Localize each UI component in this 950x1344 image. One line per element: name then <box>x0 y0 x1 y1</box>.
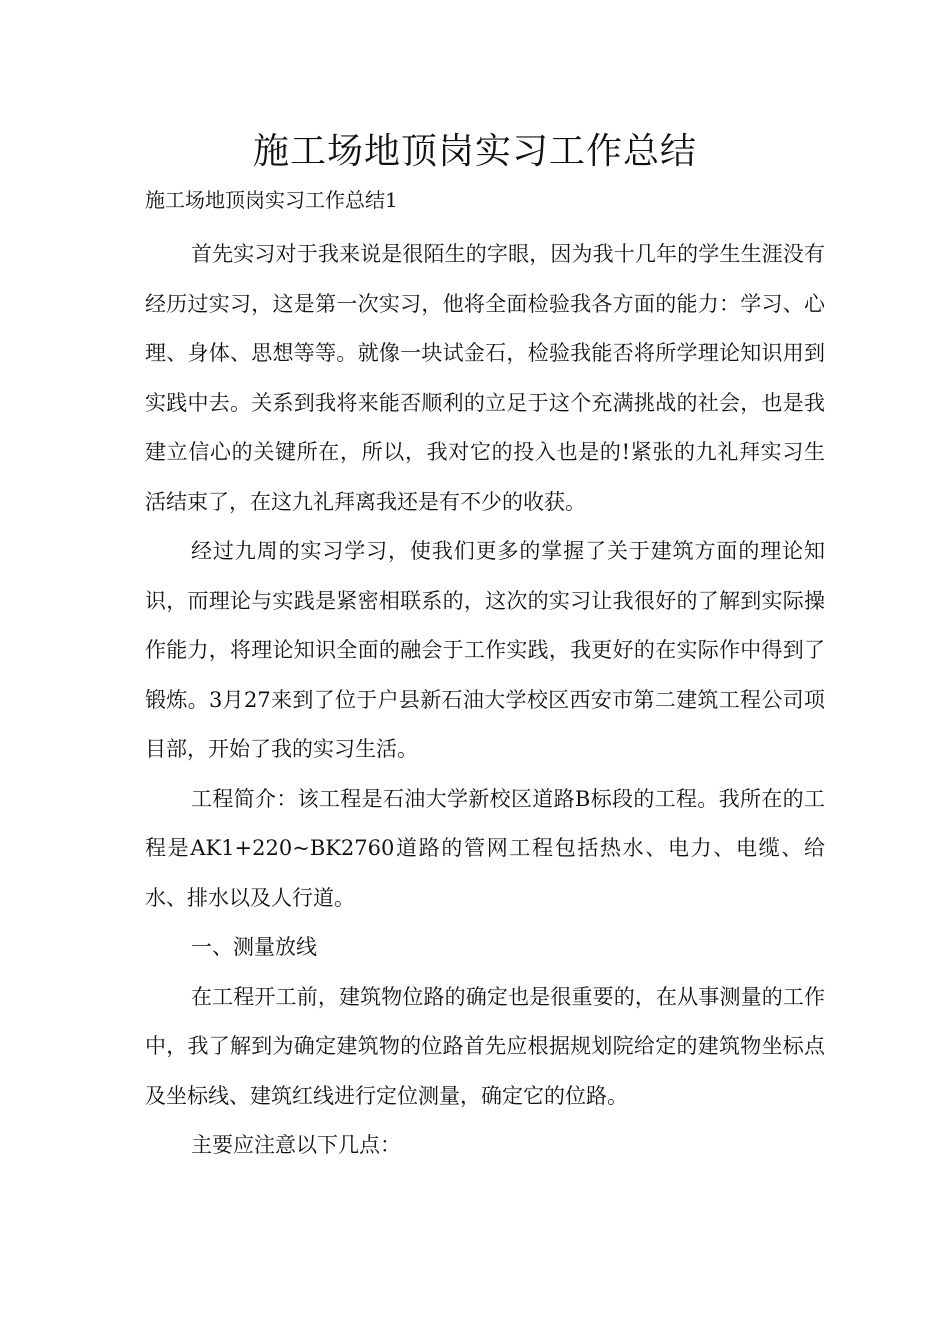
section-heading-survey: 一、测量放线 <box>191 935 317 959</box>
paragraph-survey: 在工程开工前，建筑物位路的确定也是很重要的，在从事测量的工作中，我了解到为确定建筑物的位路首先应根据规划院给定的建筑物坐标点及坐标线、建筑红线进行定位测量，确定它的位路。 <box>145 984 825 1108</box>
paragraph-learning: 经过九周的实习学习，使我们更多的掌握了关于建筑方面的理论知识，而理论与实践是紧密相联系的，这次的实习让我很好的了解到实际操作能力，将理论知识全面的融会于工作实践，我更好的在实际作中得到了锻炼。3月27来到了位于户县新石油大学校区西安市第二建筑工程公司项目部，开始了我的实习生活。 <box>145 539 825 761</box>
paragraph-intro: 首先实习对于我来说是很陌生的字眼，因为我十几年的学生生涯没有经历过实习，这是第一次实习，他将全面检验我各方面的能力：学习、心理、身体、思想等等。就像一块试金石，检验我能否将所学理论知识用到实践中去。关系到我将来能否顺利的立足于这个充满挑战的社会，也是我建立信心的关键所在，所以，我对它的投入也是的!紧张的九礼拜实习生活结束了，在这九礼拜离我还是有不少的收获。 <box>145 242 825 514</box>
document-body <box>145 230 825 1171</box>
paragraph-notes: 主要应注意以下几点： <box>191 1133 401 1157</box>
document-subtitle: 施工场地顶岗实习工作总结1 <box>145 188 398 212</box>
paragraph-project-intro: 工程简介：该工程是石油大学新校区道路B标段的工程。我所在的工程是AK1+220~BK2760道路的管网工程包括热水、电力、电缆、给水、排水以及人行道。 <box>145 786 825 910</box>
document-title: 施工场地顶岗实习工作总结 <box>252 131 697 172</box>
